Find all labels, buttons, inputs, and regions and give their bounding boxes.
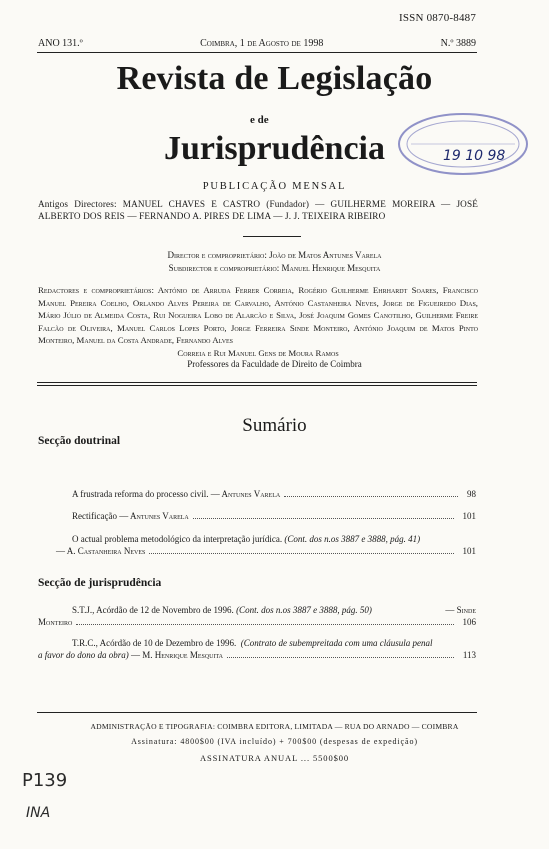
place-date: Coimbra, 1 de Agosto de 1998 <box>200 38 324 49</box>
divider <box>243 236 301 237</box>
entry-title: O actual problema metodológico da interpretação jurídica. <box>72 534 283 544</box>
section-heading-doctrinal: Secção doutrinal <box>38 435 121 447</box>
summary-title: Sumário <box>242 415 307 436</box>
masthead-subtitle: PUBLICAÇÃO MENSAL <box>202 181 347 192</box>
professors-line: Professores da Faculdade de Direito de Coimbra <box>187 359 362 369</box>
section-rule <box>37 382 477 383</box>
entry-page: 101 <box>462 546 476 556</box>
entry-author-cont: Monteiro <box>38 617 73 627</box>
entry-note: (Cont. dos n.os 3887 e 3888, pág. 41) <box>284 534 421 544</box>
masthead-title-2: Jurisprudência <box>163 130 386 167</box>
footer-price: Assinatura: 4800$00 (IVA incluído) + 700$00 (despesas de expedição) <box>131 737 418 746</box>
entry-author: — Antunes Varela <box>210 489 281 499</box>
handwritten-code: P139 <box>22 770 68 791</box>
entry-title: T.R.C., Acórdão de 10 de Dezembro de 1996. <box>72 638 237 648</box>
entry-title: S.T.J., Acórdão de 12 de Novembro de 1996. <box>72 605 234 615</box>
header-rule <box>37 52 477 53</box>
subdirector-line: Subdirector e comproprietário: Manuel Henrique Mesquita <box>168 263 381 273</box>
entry-note-cont: a favor do dono da obra) <box>38 650 129 660</box>
entry-author: — Antunes Varela <box>119 511 189 521</box>
issue-line <box>38 38 476 49</box>
stamp-icon <box>395 110 530 178</box>
toc-entry[interactable] <box>56 533 476 557</box>
entry-author: — Sinde <box>445 605 476 615</box>
masthead-conjunction: e de <box>250 114 269 126</box>
stamp-date: 19 10 98 <box>443 148 506 164</box>
issn: ISSN 0870-8487 <box>399 12 477 24</box>
entry-title: A frustrada reforma do processo civil. <box>72 489 209 499</box>
issue-number: N.º 3889 <box>440 38 476 49</box>
editors-block <box>38 284 478 360</box>
library-stamp <box>395 110 530 178</box>
entry-note: (Contrato de subempreitada com uma cláusula penal <box>240 638 433 648</box>
entry-page: 106 <box>462 617 476 627</box>
toc-entry[interactable] <box>72 510 476 522</box>
toc-entry[interactable] <box>38 604 476 628</box>
toc-entry[interactable] <box>38 637 476 661</box>
editors-text: Redactores e comproprietários: António de Arruda Ferrer Correia, Rogério Guilherme Ehrhardt Soares, Francisco Manuel Pereira Coelho, Orlando Alves Pereira de Carvalho, António Castanheira Neves, Jorge de Figueiredo Dias, Mário Júlio de Almeida Costa, Rui Nogueira Lobo de Alarcão e Silva, José Joaquim Gomes Canotilho, Guilherme Freire Falcão de Oliveira, Manuel Carlos Lopes Porto, Jorge Ferreira Sinde Monteiro, António Joaquim de Matos Pinto Monteiro, Manuel da Costa Andrade, Fernando Alves <box>38 285 478 346</box>
masthead-title-1: Revista de Legislação <box>116 60 433 97</box>
entry-page: 113 <box>462 650 476 660</box>
entry-note: (Cont. dos n.os 3887 e 3888, pág. 50) <box>236 605 372 615</box>
entry-author: — A. Castanheira Neves <box>56 546 146 556</box>
footer-annual: ASSINATURA ANUAL ... 5500$00 <box>199 753 350 763</box>
footer-rule <box>37 712 477 713</box>
section-rule-2 <box>37 385 477 386</box>
entry-page: 101 <box>462 511 476 521</box>
editors-last-line: Correia e Rui Manuel Gens de Moura Ramos <box>177 347 339 358</box>
director-line: Director e comproprietário: João de Matos Antunes Varela <box>167 250 382 260</box>
toc-entry[interactable] <box>72 488 476 500</box>
footer-admin: ADMINISTRAÇÃO E TIPOGRAFIA: COIMBRA EDITORA, LIMITADA — RUA DO ARNADO — COIMBRA <box>90 722 459 731</box>
direction-block <box>0 249 549 275</box>
handwritten-note: INA <box>26 805 51 821</box>
year-label: ANO 131.º <box>38 38 83 49</box>
entry-author: — M. Henrique Mesquita <box>131 650 224 660</box>
entry-title: Rectificação <box>72 511 117 521</box>
former-directors: Antigos Directores: MANUEL CHAVES E CASTRO (Fundador) — GUILHERME MOREIRA — JOSÉ ALBERTO DOS REIS — FERNANDO A. PIRES DE LIMA — J. J. TEIXEIRA RIBEIRO <box>38 199 478 221</box>
section-heading-jurisprudence: Secção de jurisprudência <box>38 577 162 589</box>
entry-page: 98 <box>467 489 476 499</box>
